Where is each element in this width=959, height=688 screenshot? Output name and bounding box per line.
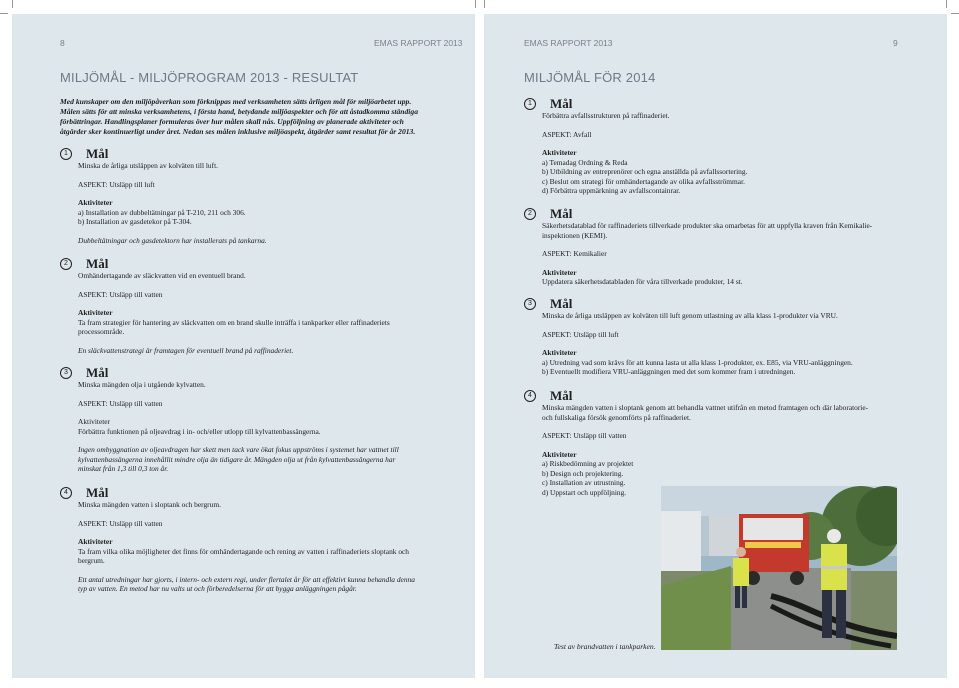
activity-item: a) Installation av dubbeltätningar på T-210, 211 och 306. <box>78 207 246 217</box>
right-page-number: 9 <box>893 38 898 48</box>
goal-aspect: ASPEKT: Kemikalier <box>542 249 607 258</box>
activity-item: b) Design och projektering. <box>542 468 624 478</box>
intro-paragraph <box>60 97 460 137</box>
intro-line: förbättringar. Handlingsplaner formuleras över hur målen skall nås. Uppföljning av planerade aktiviteter och <box>60 117 404 126</box>
goal-result-line: typ av vatten. En metod har nu valts ut och förberedelserna för att bygga anläggningen pågår. <box>78 584 357 593</box>
crop-mark <box>951 13 959 14</box>
activities-label: Aktiviteter <box>78 417 111 426</box>
intro-line: Med kunskaper om den miljöpåverkan som förknippas med verksamheten sätts årligen mål för miljöarbetet upp. <box>60 97 412 106</box>
goal-2014-1 <box>524 96 904 196</box>
goal-title: Mål <box>86 364 109 380</box>
goal-number-badge: 1 <box>524 98 536 110</box>
goal-2013-3 <box>60 365 460 474</box>
goal-number-badge: 4 <box>524 390 536 402</box>
activity-item: b) Eventuellt modifiera VRU-anläggningen med det som kommer fram i utredningen. <box>542 367 796 376</box>
goal-result-line: Ingen ombyggnation av oljeavdragen har skett men tack vare ökat fokus uppströms i systemet har vattnet till <box>78 445 399 454</box>
activity-item: c) Beslut om strategi för omhändertagande av olika avfallsströmmar. <box>542 176 745 186</box>
goal-2014-4 <box>524 388 904 497</box>
goal-description-line: inspektionen (KEMI). <box>542 230 608 240</box>
activity-item: a) Temadag Ordning & Reda <box>542 157 628 167</box>
goal-description-line: och fullskaliga försök genomförts på raffinaderiet. <box>542 412 691 422</box>
goal-2013-4 <box>60 485 460 594</box>
goal-result-line: minskat från 1,3 till 0,3 ton år. <box>78 464 169 473</box>
photo-illustration <box>661 486 897 650</box>
goal-description-line: Minska mängden vatten i sloptank genom att behandla vattnet utifrån en metod framtagen och där laboratorie- <box>542 403 869 412</box>
crop-mark <box>0 13 8 14</box>
activities-label: Aktiviteter <box>542 348 577 357</box>
goal-result-line: Ett antal utredningar har gjorts, i intern- och extern regi, under flertalet år för att effektivt kunna behandla denna <box>78 574 415 584</box>
goal-aspect: ASPEKT: Utsläpp till luft <box>78 179 155 189</box>
goal-aspect: ASPEKT: Utsläpp till vatten <box>78 398 163 408</box>
goal-result: En släckvattenstrategi är framtagen för eventuell brand på raffinaderiet. <box>78 345 294 355</box>
activity-item: Förbättra funktionen på oljeavdrag i in- och/eller utlopp till kylvattenbassängerna. <box>78 426 321 436</box>
goal-result: Dubbeltätningar och gasdetektorn har installerats på tankarna. <box>78 235 267 245</box>
goal-number-badge: 3 <box>524 298 536 310</box>
firefighting-photo <box>661 486 897 650</box>
activity-item: b) Installation av gasdetekor på T-304. <box>78 217 192 226</box>
activity-item: bergrum. <box>78 556 105 565</box>
goal-number-badge: 2 <box>524 208 536 220</box>
goal-result-line: kylvattenbassängerna innehållit mindre olja än tidigare år. Mängden olja ut från kylvattenbassängerna har <box>78 454 396 464</box>
goal-aspect: ASPEKT: Utsläpp till vatten <box>542 431 627 440</box>
goal-title: Mål <box>550 387 573 403</box>
goal-aspect: ASPEKT: Utsläpp till luft <box>542 329 619 339</box>
goal-number-badge: 3 <box>60 367 72 379</box>
goal-2014-3 <box>524 296 904 377</box>
photo-caption: Test av brandvatten i tankparken. <box>554 642 656 651</box>
goal-aspect: ASPEKT: Avfall <box>542 129 592 139</box>
goal-title: Mål <box>86 255 109 271</box>
goal-title: Mål <box>86 145 109 161</box>
goal-number-badge: 1 <box>60 148 72 160</box>
goal-description: Omhändertagande av släckvatten vid en eventuell brand. <box>78 271 246 280</box>
left-page-title: MILJÖMÅL - MILJÖPROGRAM 2013 - RESULTAT <box>60 70 359 85</box>
activity-item: Ta fram strategier för hantering av släckvatten om en brand skulle inträffa i tankparker eller raffinaderiets <box>78 317 390 327</box>
crop-mark <box>484 0 485 8</box>
goal-description: Minska mängden vatten i sloptank och bergrum. <box>78 500 221 509</box>
intro-line: åtgärder sker kontinuerligt under året. Nedan ses målen inklusive miljöaspekt, åtgärder samt resultat för år 2013. <box>60 127 416 136</box>
activity-item: c) Installation av utrustning. <box>542 478 626 487</box>
activity-item: b) Utbildning av entreprenörer och egna anställda på avfallssortering. <box>542 167 748 176</box>
goal-description: Minska mängden olja i utgående kylvatten. <box>78 380 206 389</box>
activity-item: d) Uppstart och uppföljning. <box>542 487 627 497</box>
goal-number-badge: 2 <box>60 258 72 270</box>
intro-line: Målen sätts för att minska verksamhetens, i första hand, betydande miljöaspekter och för att åstadkomma ständiga <box>60 107 418 116</box>
goal-description-line: Säkerhetsdatablad för raffinaderiets tillverkade produkter ska omarbetas för att uppfylla kraven från Kemikalie- <box>542 221 873 230</box>
crop-mark <box>12 0 13 8</box>
activity-item: a) Riskbedömning av projektet <box>542 459 634 468</box>
goal-title: Mål <box>550 295 573 311</box>
goal-description: Minska de årliga utsläppen av kolväten till luft genom utlastning av alla klass 1-produkter via VRU. <box>542 311 838 320</box>
activities-label: Aktiviteter <box>78 198 113 207</box>
activity-item: Uppdatera säkerhetsdatabladen för våra tillverkade produkter, 14 st. <box>542 277 743 286</box>
activity-item: Ta fram vilka olika möjligheter det finns för omhändertagande och rening av vatten i raffinaderiets sloptank och <box>78 546 409 556</box>
activities-label: Aktiviteter <box>542 449 577 459</box>
activities-label: Aktiviteter <box>78 308 113 317</box>
right-page-title: MILJÖMÅL FÖR 2014 <box>524 70 656 85</box>
left-page-number: 8 <box>60 38 65 48</box>
goal-title: Mål <box>550 95 573 111</box>
goal-aspect: ASPEKT: Utsläpp till vatten <box>78 518 163 528</box>
goal-description: Minska de årliga utsläppen av kolväten till luft. <box>78 161 218 170</box>
goal-aspect: ASPEKT: Utsläpp till vatten <box>78 289 163 299</box>
goal-number-badge: 4 <box>60 487 72 499</box>
activity-item: d) Förbättra uppmärkning av avfallscontainrar. <box>542 186 681 195</box>
activity-item: a) Utredning vad som krävs för att kunna lasta ut alla klass 1-produkter, ex. E85, via VRU-anläggningen. <box>542 357 853 367</box>
left-running-header: EMAS RAPPORT 2013 <box>374 38 463 48</box>
goal-title: Mål <box>550 205 573 221</box>
activities-label: Aktiviteter <box>542 267 577 277</box>
goal-2013-2 <box>60 256 460 355</box>
crop-mark <box>475 0 476 8</box>
goal-2013-1 <box>60 146 460 245</box>
crop-mark <box>946 0 947 8</box>
activities-label: Aktiviteter <box>542 148 577 157</box>
goal-2014-2 <box>524 206 904 287</box>
goal-title: Mål <box>86 484 109 500</box>
activity-item: processområde. <box>78 327 125 336</box>
goal-description: Förbättra avfallsstrukturen på raffinaderiet. <box>542 111 670 120</box>
activities-label: Aktiviteter <box>78 537 113 546</box>
right-running-header: EMAS RAPPORT 2013 <box>524 38 613 48</box>
